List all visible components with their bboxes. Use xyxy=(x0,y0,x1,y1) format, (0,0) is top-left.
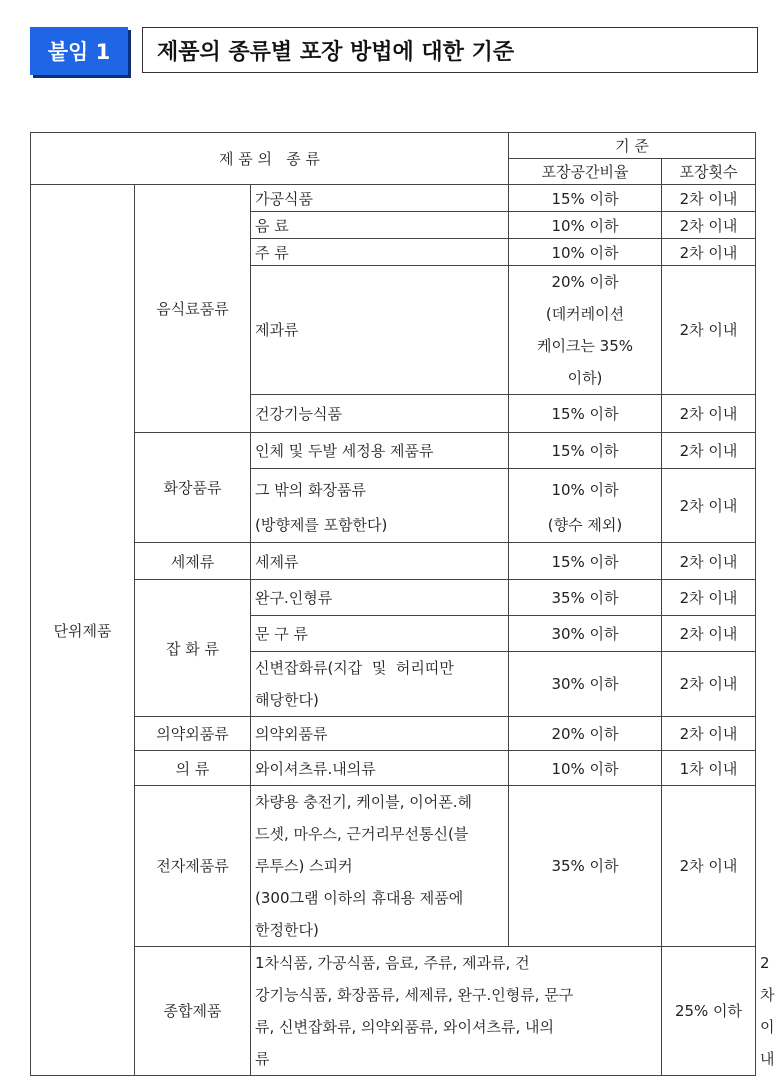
ratio-personal-accessories: 30% 이하 xyxy=(509,652,662,717)
item-line: (방향제를 포함한다) xyxy=(255,515,388,534)
item-line: 드셋, 마우스, 근거리무선통신(블 xyxy=(255,825,469,843)
count-detergent: 2차 이내 xyxy=(662,543,756,580)
item-line: 그 밖의 화장품류 xyxy=(255,480,366,499)
item-toys-dolls: 완구.인형류 xyxy=(251,580,509,616)
group-cosmetics: 화장품류 xyxy=(135,433,251,543)
unit-product-label: 단위제품 xyxy=(31,185,135,1076)
group-electronics: 전자제품류 xyxy=(135,786,251,947)
ratio-stationery: 30% 이하 xyxy=(509,616,662,652)
item-other-cosmetics xyxy=(251,469,509,543)
count-stationery: 2차 이내 xyxy=(662,616,756,652)
ratio-detergent: 15% 이하 xyxy=(509,543,662,580)
group-misc-goods: 잡 화 류 xyxy=(135,580,251,717)
desc-line: 강기능식품, 화장품류, 세제류, 완구.인형류, 문구 xyxy=(255,986,574,1004)
count-personal-accessories: 2차 이내 xyxy=(662,652,756,717)
ratio-quasi-drugs: 20% 이하 xyxy=(509,717,662,751)
ratio-confectionery xyxy=(509,266,662,395)
item-detergent: 세제류 xyxy=(251,543,509,580)
ratio-line: 이하) xyxy=(567,369,603,387)
item-line: 한정한다) xyxy=(255,921,319,939)
count-processed-food: 2차 이내 xyxy=(662,185,756,212)
item-beverage: 음 료 xyxy=(251,212,509,239)
item-confectionery: 제과류 xyxy=(251,266,509,395)
item-line: 루투스) 스피커 xyxy=(255,857,353,875)
item-personal-accessories xyxy=(251,652,509,717)
item-body-hair-wash: 인체 및 두발 세정용 제품류 xyxy=(251,433,509,469)
ratio-electronics: 35% 이하 xyxy=(509,786,662,947)
ratio-processed-food: 15% 이하 xyxy=(509,185,662,212)
ratio-line: 케이크는 35% xyxy=(536,337,634,355)
desc-line: 1차식품, 가공식품, 음료, 주류, 제과류, 건 xyxy=(255,954,530,972)
header-criteria: 기 준 xyxy=(509,133,756,159)
ratio-toys-dolls: 35% 이하 xyxy=(509,580,662,616)
document-header xyxy=(30,27,760,77)
ratio-liquor: 10% 이하 xyxy=(509,239,662,266)
count-other-cosmetics: 2차 이내 xyxy=(662,469,756,543)
count-health-food: 2차 이내 xyxy=(662,395,756,433)
count-confectionery: 2차 이내 xyxy=(662,266,756,395)
item-line: (300그램 이하의 휴대용 제품에 xyxy=(255,889,464,907)
header-packaging-count: 포장횟수 xyxy=(662,159,756,185)
ratio-health-food: 15% 이하 xyxy=(509,395,662,433)
item-liquor: 주 류 xyxy=(251,239,509,266)
ratio-shirts-underwear: 10% 이하 xyxy=(509,751,662,786)
item-shirts-underwear: 와이셔츠류.내의류 xyxy=(251,751,509,786)
count-shirts-underwear: 1차 이내 xyxy=(662,751,756,786)
item-line: 차량용 충전기, 케이블, 이어폰.헤 xyxy=(255,793,472,811)
item-processed-food: 가공식품 xyxy=(251,185,509,212)
count-liquor: 2차 이내 xyxy=(662,239,756,266)
ratio-line: (향수 제외) xyxy=(547,515,623,534)
item-health-food: 건강기능식품 xyxy=(251,395,509,433)
ratio-beverage: 10% 이하 xyxy=(509,212,662,239)
ratio-line: 20% 이하 xyxy=(551,273,619,291)
group-food: 음식료품류 xyxy=(135,185,251,433)
count-quasi-drugs: 2차 이내 xyxy=(662,717,756,751)
group-detergent: 세제류 xyxy=(135,543,251,580)
item-quasi-drugs: 의약외품류 xyxy=(251,717,509,751)
packaging-standards-table: 제 품 의 종 류 기 준 포장공간비율 포장횟수 단위제품 음식료품류 가공식품 15% 이하 2차 이내 음 료 10% 이하 2차 이내 주 류 10% 이하 2차 이내 제과류 20% 이하 (데커레이션 케이크는 35% 이하) 2차 이내 건강기능식품 15% 이하 2차 이내 화장품류 인체 및 두발 세정용 제품류 15% 이하 2차 이내 그 밖의 화장품류 (방향제를 포함한다) 10% 이하 (향수 제외) 2차 이내 세제류 세제류 15% 이하 2차 이내 잡 화 류 완구.인형류 35% 이하 2차 이내 문 구 류 30% 이하 2차 이내 신변잡화류(지갑 및 허리띠만 해당한다) 30% 이하 2차 이내 의약외품류 의약외품류 20% 이하 2차 이내 의 류 와이셔츠류.내의류 10% 이하 1차 이내 전자제품류 차량용 충전기, 케이블, 이어폰.헤 드셋, 마우스, 근거리무선통신(블 루투스) 스피커 (300그램 이하의 휴대용 제품에 한정한다) 35% 이하 2차 이내 종합제품 1차식품, 가공식품, 음료, 주류, 제과류, 건 강기능식품, 화장품류, 세제류, 완구.인형류, 문구 류, 신변잡화류, 의약외품류, 와이셔츠류, 내의 류 25% 이하 2차 이내 xyxy=(30,132,756,1076)
count-toys-dolls: 2차 이내 xyxy=(662,580,756,616)
document-title: 제품의 종류별 포장 방법에 대한 기준 xyxy=(142,27,758,73)
count-electronics: 2차 이내 xyxy=(662,786,756,947)
count-beverage: 2차 이내 xyxy=(662,212,756,239)
attachment-badge: 붙임 1 xyxy=(30,27,128,75)
ratio-line: 10% 이하 xyxy=(551,480,619,499)
desc-line: 류 xyxy=(255,1050,270,1068)
ratio-line: (데커레이션 xyxy=(545,305,625,323)
composite-product-desc xyxy=(251,947,662,1076)
ratio-other-cosmetics xyxy=(509,469,662,543)
composite-product-label: 종합제품 xyxy=(135,947,251,1076)
item-electronics xyxy=(251,786,509,947)
ratio-body-hair-wash: 15% 이하 xyxy=(509,433,662,469)
group-quasi-drugs: 의약외품류 xyxy=(135,717,251,751)
count-body-hair-wash: 2차 이내 xyxy=(662,433,756,469)
item-stationery: 문 구 류 xyxy=(251,616,509,652)
header-product-type: 제 품 의 종 류 xyxy=(31,133,509,185)
group-clothing: 의 류 xyxy=(135,751,251,786)
ratio-composite: 25% 이하 xyxy=(662,947,756,1076)
header-space-ratio: 포장공간비율 xyxy=(509,159,662,185)
desc-line: 류, 신변잡화류, 의약외품류, 와이셔츠류, 내의 xyxy=(255,1018,554,1036)
item-line: 신변잡화류(지갑 및 허리띠만 xyxy=(255,659,454,677)
item-line: 해당한다) xyxy=(255,691,319,709)
